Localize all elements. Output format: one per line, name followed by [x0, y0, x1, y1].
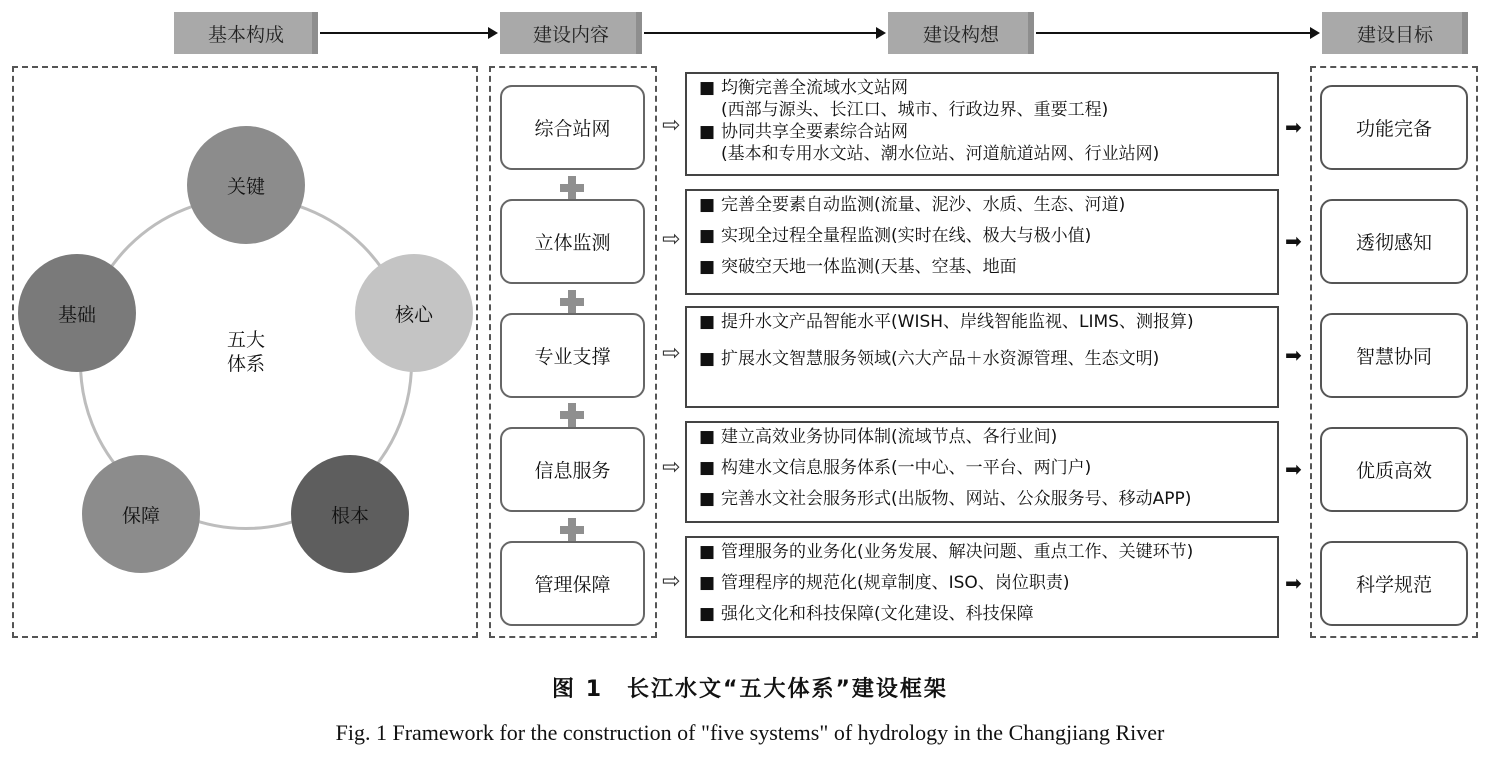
content-box: 管理保障 [500, 541, 645, 626]
concept-line-text: 建立高效业务协同体制(流域节点、各行业间) [721, 427, 1058, 447]
concept-line-text: (西部与源头、长江口、城市、行政边界、重要工程) [721, 100, 1109, 120]
goal-box: 优质高效 [1320, 427, 1468, 512]
content-box: 信息服务 [500, 427, 645, 512]
concept-line [699, 78, 1265, 100]
cycle-node: 基础 [18, 254, 136, 372]
hollow-arrow-icon: ⇨ [662, 113, 681, 138]
square-bullet-icon: ■ [699, 226, 716, 246]
goal-box: 功能完备 [1320, 85, 1468, 170]
concept-line-text: 完善全要素自动监测(流量、泥沙、水质、生态、河道) [721, 195, 1126, 215]
square-bullet-icon: ■ [699, 604, 716, 624]
plus-icon [560, 176, 584, 200]
concept-box [685, 72, 1279, 176]
concept-line [699, 458, 1265, 489]
concept-line-text: 实现全过程全量程监测(实时在线、极大与极小值) [721, 226, 1092, 246]
concept-line-text: 完善水文社会服务形式(出版物、网站、公众服务号、移动APP) [721, 489, 1192, 509]
header-arrow-1 [320, 32, 496, 34]
plus-icon [560, 403, 584, 427]
concept-box [685, 189, 1279, 295]
concept-line-text: 扩展水文智慧服务领域(六大产品＋水资源管理、生态文明) [721, 349, 1160, 369]
goal-box: 科学规范 [1320, 541, 1468, 626]
figure-caption-en: Fig. 1 Framework for the construction of "five systems" of hydrology in the Changjiang River [335, 720, 1165, 745]
square-bullet-icon: ■ [699, 195, 716, 215]
square-bullet-icon: ■ [699, 122, 716, 142]
square-bullet-icon: ■ [699, 573, 716, 593]
concept-line-text: 协同共享全要素综合站网 [721, 122, 908, 142]
concept-line-text: 管理服务的业务化(业务发展、解决问题、重点工作、关键环节) [721, 542, 1194, 562]
concept-line [699, 604, 1265, 635]
concept-line [699, 122, 1265, 144]
header-construction-content: 建设内容 [500, 12, 642, 54]
header-arrow-2 [644, 32, 884, 34]
concept-line-text: 突破空天地一体监测(天基、空基、地面 [721, 257, 1017, 277]
solid-arrow-icon: ➡ [1285, 343, 1302, 367]
cycle-node: 核心 [355, 254, 473, 372]
concept-line-text: 强化文化和科技保障(文化建设、科技保障 [721, 604, 1034, 624]
header-basic-composition: 基本构成 [174, 12, 318, 54]
square-bullet-icon: ■ [699, 257, 716, 277]
hollow-arrow-icon: ⇨ [662, 341, 681, 366]
header-arrow-3 [1036, 32, 1318, 34]
square-bullet-icon: ■ [699, 489, 716, 509]
concept-box [685, 536, 1279, 638]
goal-box: 智慧协同 [1320, 313, 1468, 398]
concept-line [699, 144, 1265, 166]
cycle-node: 保障 [82, 455, 200, 573]
hollow-arrow-icon: ⇨ [662, 455, 681, 480]
concept-line [699, 349, 1265, 386]
header-construction-goal: 建设目标 [1322, 12, 1468, 54]
concept-box [685, 421, 1279, 523]
square-bullet-icon: ■ [699, 458, 716, 478]
concept-line [699, 226, 1265, 257]
concept-line [699, 100, 1265, 122]
hollow-arrow-icon: ⇨ [662, 569, 681, 594]
cycle-center-label: 五大 体系 [226, 329, 265, 375]
square-bullet-icon: ■ [699, 427, 716, 447]
plus-icon [560, 518, 584, 542]
solid-arrow-icon: ➡ [1285, 571, 1302, 595]
cycle-node: 关键 [187, 126, 305, 244]
header-construction-concept: 建设构想 [888, 12, 1034, 54]
solid-arrow-icon: ➡ [1285, 115, 1302, 139]
content-box: 立体监测 [500, 199, 645, 284]
square-bullet-icon: ■ [699, 542, 716, 562]
concept-line [699, 573, 1265, 604]
concept-line [699, 542, 1265, 573]
content-box: 专业支撑 [500, 313, 645, 398]
hollow-arrow-icon: ⇨ [662, 227, 681, 252]
solid-arrow-icon: ➡ [1285, 229, 1302, 253]
concept-line-text: 构建水文信息服务体系(一中心、一平台、两门户) [721, 458, 1092, 478]
concept-line-text: 提升水文产品智能水平(WISH、岸线智能监视、LIMS、测报算) [721, 312, 1194, 332]
square-bullet-icon [699, 100, 721, 122]
solid-arrow-icon: ➡ [1285, 457, 1302, 481]
concept-line [699, 257, 1265, 288]
content-box: 综合站网 [500, 85, 645, 170]
concept-line-text: (基本和专用水文站、潮水位站、河道航道站网、行业站网) [721, 144, 1160, 164]
cycle-node: 根本 [291, 455, 409, 573]
concept-line-text: 管理程序的规范化(规章制度、ISO、岗位职责) [721, 573, 1070, 593]
concept-box [685, 306, 1279, 408]
concept-line [699, 312, 1265, 349]
plus-icon [560, 290, 584, 314]
figure-caption-cn: 图 1 长江水文“五大体系”建设框架 [552, 677, 948, 702]
concept-line [699, 195, 1265, 226]
concept-line [699, 427, 1265, 458]
square-bullet-icon: ■ [699, 78, 716, 98]
square-bullet-icon: ■ [699, 349, 716, 369]
concept-line-text: 均衡完善全流域水文站网 [721, 78, 908, 98]
concept-line [699, 489, 1265, 520]
square-bullet-icon [699, 144, 721, 166]
goal-box: 透彻感知 [1320, 199, 1468, 284]
square-bullet-icon: ■ [699, 312, 716, 332]
